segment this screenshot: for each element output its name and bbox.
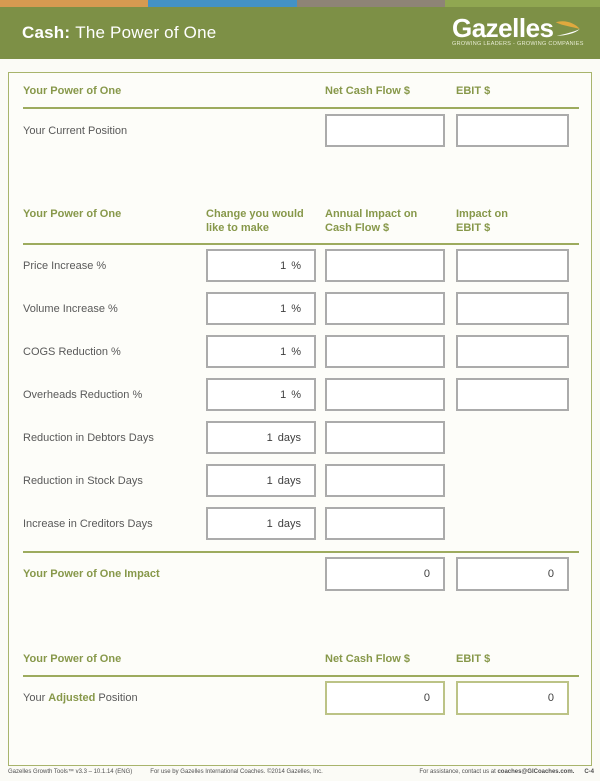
cogs-reduction-change-input[interactable] xyxy=(206,335,316,368)
col-cashflow-line1: Annual Impact on xyxy=(325,208,418,220)
impact-ebit-value: 0 xyxy=(547,568,554,580)
gazelles-swoosh-icon xyxy=(555,19,580,39)
gazelles-tagline: GROWING LEADERS - GROWING COMPANIES xyxy=(452,41,584,47)
adjusted-ebit-value: 0 xyxy=(547,692,554,704)
change-unit: days xyxy=(277,474,301,487)
change-unit: % xyxy=(291,388,301,401)
impact-heading: Your Power of One Impact xyxy=(23,568,160,580)
strip-segment-blue xyxy=(148,0,297,7)
change-unit: % xyxy=(291,345,301,358)
page-title-rest: The Power of One xyxy=(75,23,217,42)
change-unit: days xyxy=(277,431,301,444)
overheads-reduction-change-input[interactable] xyxy=(206,378,316,411)
change-value: 1 xyxy=(266,474,273,487)
section-current-heading: Your Power of One xyxy=(23,85,122,97)
footer-notice: For use by Gazelles International Coaches. ©2014 Gazelles, Inc. xyxy=(150,769,323,775)
row-price-increase xyxy=(9,249,591,282)
change-unit: % xyxy=(291,302,301,315)
change-value: 1 xyxy=(280,388,287,401)
footer-left xyxy=(8,769,323,775)
page-title-bold: Cash: xyxy=(22,23,71,42)
col-ebit-adjusted: EBIT $ xyxy=(456,653,491,665)
adjusted-cashflow-value: 0 xyxy=(423,692,430,704)
creditors-days-change-input[interactable] xyxy=(206,507,316,540)
adjusted-position-row xyxy=(9,681,591,715)
top-color-strip xyxy=(0,0,600,7)
section-impact-divider xyxy=(23,551,579,553)
row-stock-days xyxy=(9,464,591,497)
row-volume-increase xyxy=(9,292,591,325)
change-value: 1 xyxy=(280,259,287,272)
adjusted-ebit-output[interactable] xyxy=(456,681,569,715)
strip-segment-green xyxy=(445,0,600,7)
debtors-days-cashflow-input[interactable] xyxy=(325,421,445,454)
section-current-divider xyxy=(23,107,579,109)
price-increase-ebit-input[interactable] xyxy=(456,249,569,282)
change-value: 1 xyxy=(280,302,287,315)
change-value: 1 xyxy=(266,517,273,530)
overheads-reduction-label: Overheads Reduction % xyxy=(23,388,143,401)
impact-row xyxy=(9,557,591,591)
col-change-to-make xyxy=(206,207,304,235)
price-increase-change-input[interactable] xyxy=(206,249,316,282)
col-net-cash-flow: Net Cash Flow $ xyxy=(325,85,410,97)
current-cashflow-input[interactable] xyxy=(325,114,445,147)
change-unit: % xyxy=(291,259,301,272)
cogs-reduction-ebit-input[interactable] xyxy=(456,335,569,368)
footer-assistance-text: For assistance, contact us at xyxy=(419,769,496,775)
adjusted-position-label xyxy=(23,692,138,704)
row-cogs-reduction xyxy=(9,335,591,368)
col-ebit-line2: EBIT $ xyxy=(456,222,491,234)
overheads-reduction-ebit-input[interactable] xyxy=(456,378,569,411)
footer-version: Gazelles Growth Tools™ v3.3 – 10.1.14 (ENG) xyxy=(8,769,133,775)
col-change-line2: like to make xyxy=(206,222,269,234)
current-ebit-input[interactable] xyxy=(456,114,569,147)
adjusted-cashflow-output[interactable] xyxy=(325,681,445,715)
col-net-cash-flow-adjusted: Net Cash Flow $ xyxy=(325,653,410,665)
row-debtors-days xyxy=(9,421,591,454)
cogs-reduction-cashflow-input[interactable] xyxy=(325,335,445,368)
col-ebit: EBIT $ xyxy=(456,85,491,97)
section-changes-heading: Your Power of One xyxy=(23,208,122,220)
volume-increase-ebit-input[interactable] xyxy=(456,292,569,325)
stock-days-label: Reduction in Stock Days xyxy=(23,474,143,487)
price-increase-cashflow-input[interactable] xyxy=(325,249,445,282)
overheads-reduction-cashflow-input[interactable] xyxy=(325,378,445,411)
creditors-days-label: Increase in Creditors Days xyxy=(23,517,153,530)
creditors-days-cashflow-input[interactable] xyxy=(325,507,445,540)
change-value: 1 xyxy=(266,431,273,444)
adjusted-label-bold: Adjusted xyxy=(48,692,96,704)
debtors-days-label: Reduction in Debtors Days xyxy=(23,431,154,444)
stock-days-cashflow-input[interactable] xyxy=(325,464,445,497)
page-footer xyxy=(8,769,594,775)
col-annual-impact-cashflow xyxy=(325,207,417,235)
row-overheads-reduction xyxy=(9,378,591,411)
strip-segment-taupe xyxy=(297,0,445,7)
impact-cashflow-output[interactable] xyxy=(325,557,445,591)
col-cashflow-line2: Cash Flow $ xyxy=(325,222,390,234)
stock-days-change-input[interactable] xyxy=(206,464,316,497)
worksheet-frame xyxy=(8,72,592,766)
volume-increase-cashflow-input[interactable] xyxy=(325,292,445,325)
change-value: 1 xyxy=(280,345,287,358)
adjusted-label-pre: Your xyxy=(23,692,46,704)
gazelles-logo-wordmark: Gazelles xyxy=(452,13,554,43)
cogs-reduction-label: COGS Reduction % xyxy=(23,345,121,358)
footer-right xyxy=(419,769,594,775)
row-creditors-days xyxy=(9,507,591,540)
debtors-days-change-input[interactable] xyxy=(206,421,316,454)
col-ebit-line1: Impact on xyxy=(456,208,508,220)
adjusted-label-post: Position xyxy=(98,692,138,704)
impact-cashflow-value: 0 xyxy=(423,568,430,580)
footer-email-link[interactable]: coaches@GICoaches.com. xyxy=(497,769,575,775)
change-unit: days xyxy=(277,517,301,530)
footer-page-number: C-4 xyxy=(584,769,594,775)
current-position-label: Your Current Position xyxy=(23,124,128,137)
price-increase-label: Price Increase % xyxy=(23,259,107,272)
header-bar xyxy=(0,7,600,59)
impact-ebit-output[interactable] xyxy=(456,557,569,591)
volume-increase-label: Volume Increase % xyxy=(23,302,118,315)
col-change-line1: Change you would xyxy=(206,208,304,220)
current-position-row xyxy=(9,114,591,147)
section-adjusted-heading: Your Power of One xyxy=(23,653,122,665)
page-title xyxy=(22,23,216,43)
section-changes-divider xyxy=(23,243,579,245)
volume-increase-change-input[interactable] xyxy=(206,292,316,325)
col-impact-ebit xyxy=(456,207,508,235)
gazelles-logo xyxy=(452,13,584,47)
strip-segment-orange xyxy=(0,0,148,7)
section-adjusted-divider xyxy=(23,675,579,677)
